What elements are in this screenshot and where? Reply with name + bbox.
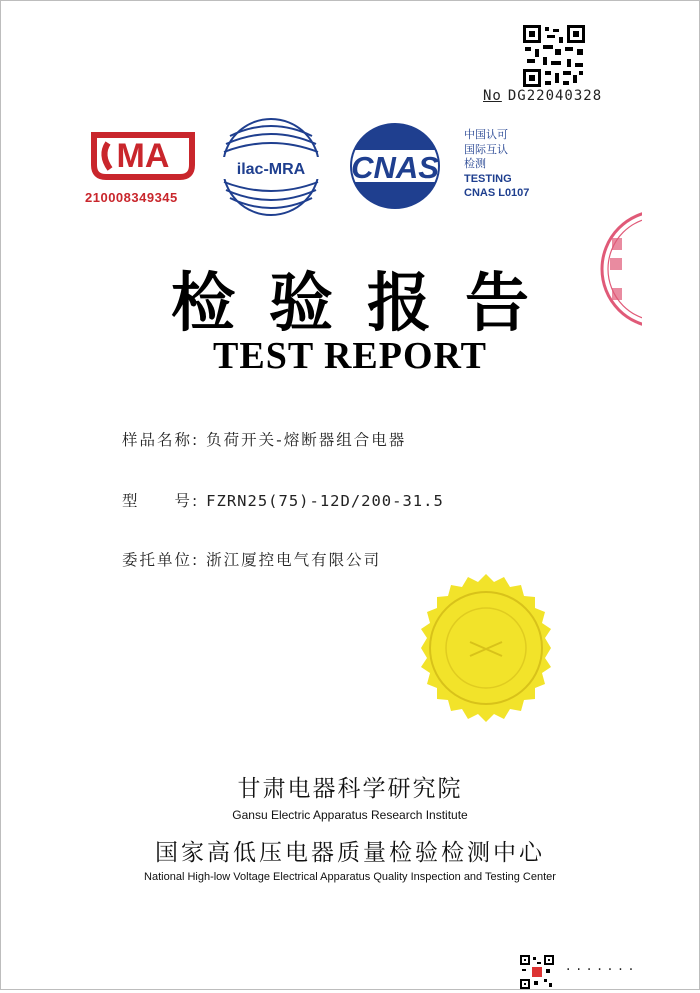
institute-name-en: Gansu Electric Apparatus Research Institute [232,808,468,822]
cnas-caption-line: 国际互认 [464,143,508,156]
qr-code-bottom [520,955,554,989]
gold-seal-icon [410,572,562,724]
gold-seal-stamp [410,572,562,728]
ilac-mra-logo [220,116,322,222]
cnas-caption-line: 中国认可 [464,129,508,141]
cnas-logo-text: CNAS [351,150,439,185]
field-value: FZRN25(75)-12D/200-31.5 [206,492,444,510]
cnas-caption-line: TESTING [464,172,512,185]
institute-name-cn: 甘肃电器科学研究院 [237,776,463,802]
report-number-prefix: No [483,88,502,104]
field-value: 负荷开关-熔断器组合电器 [206,431,407,449]
cnas-mark-icon [340,120,450,212]
cma-logo [88,125,198,191]
field-label: 型 号: [122,492,200,510]
page-title-cn: 检验报告 [171,266,563,341]
cma-mark-icon [88,125,198,187]
field-label: 样品名称: [122,431,200,449]
field-label: 委托单位: [122,551,200,569]
report-number [483,88,602,104]
page-title-en: TEST REPORT [213,335,487,377]
qr-code-top [523,25,585,87]
report-number-value: DG22040328 [507,88,603,104]
cnas-caption-line: CNAS L0107 [464,187,530,199]
cnas-caption-line: 检测 [464,158,486,170]
cma-number: 210008349345 [85,190,178,205]
cnas-caption [464,128,529,201]
center-name-cn: 国家高低压电器质量检验检测中心 [155,840,545,866]
footer-dots: ······· [566,962,640,978]
ilac-globe-icon [220,116,322,218]
cma-logo-text: MA [116,137,170,175]
center-name-en: National High-low Voltage Electrical Apparatus Quality Inspection and Testing Center [144,871,556,883]
cnas-logo [340,120,450,216]
field-sample-name [122,428,406,450]
field-value: 浙江厦控电气有限公司 [206,551,382,569]
ilac-logo-text: ilac-MRA [236,161,306,178]
field-client [122,548,381,570]
field-model [122,489,444,511]
